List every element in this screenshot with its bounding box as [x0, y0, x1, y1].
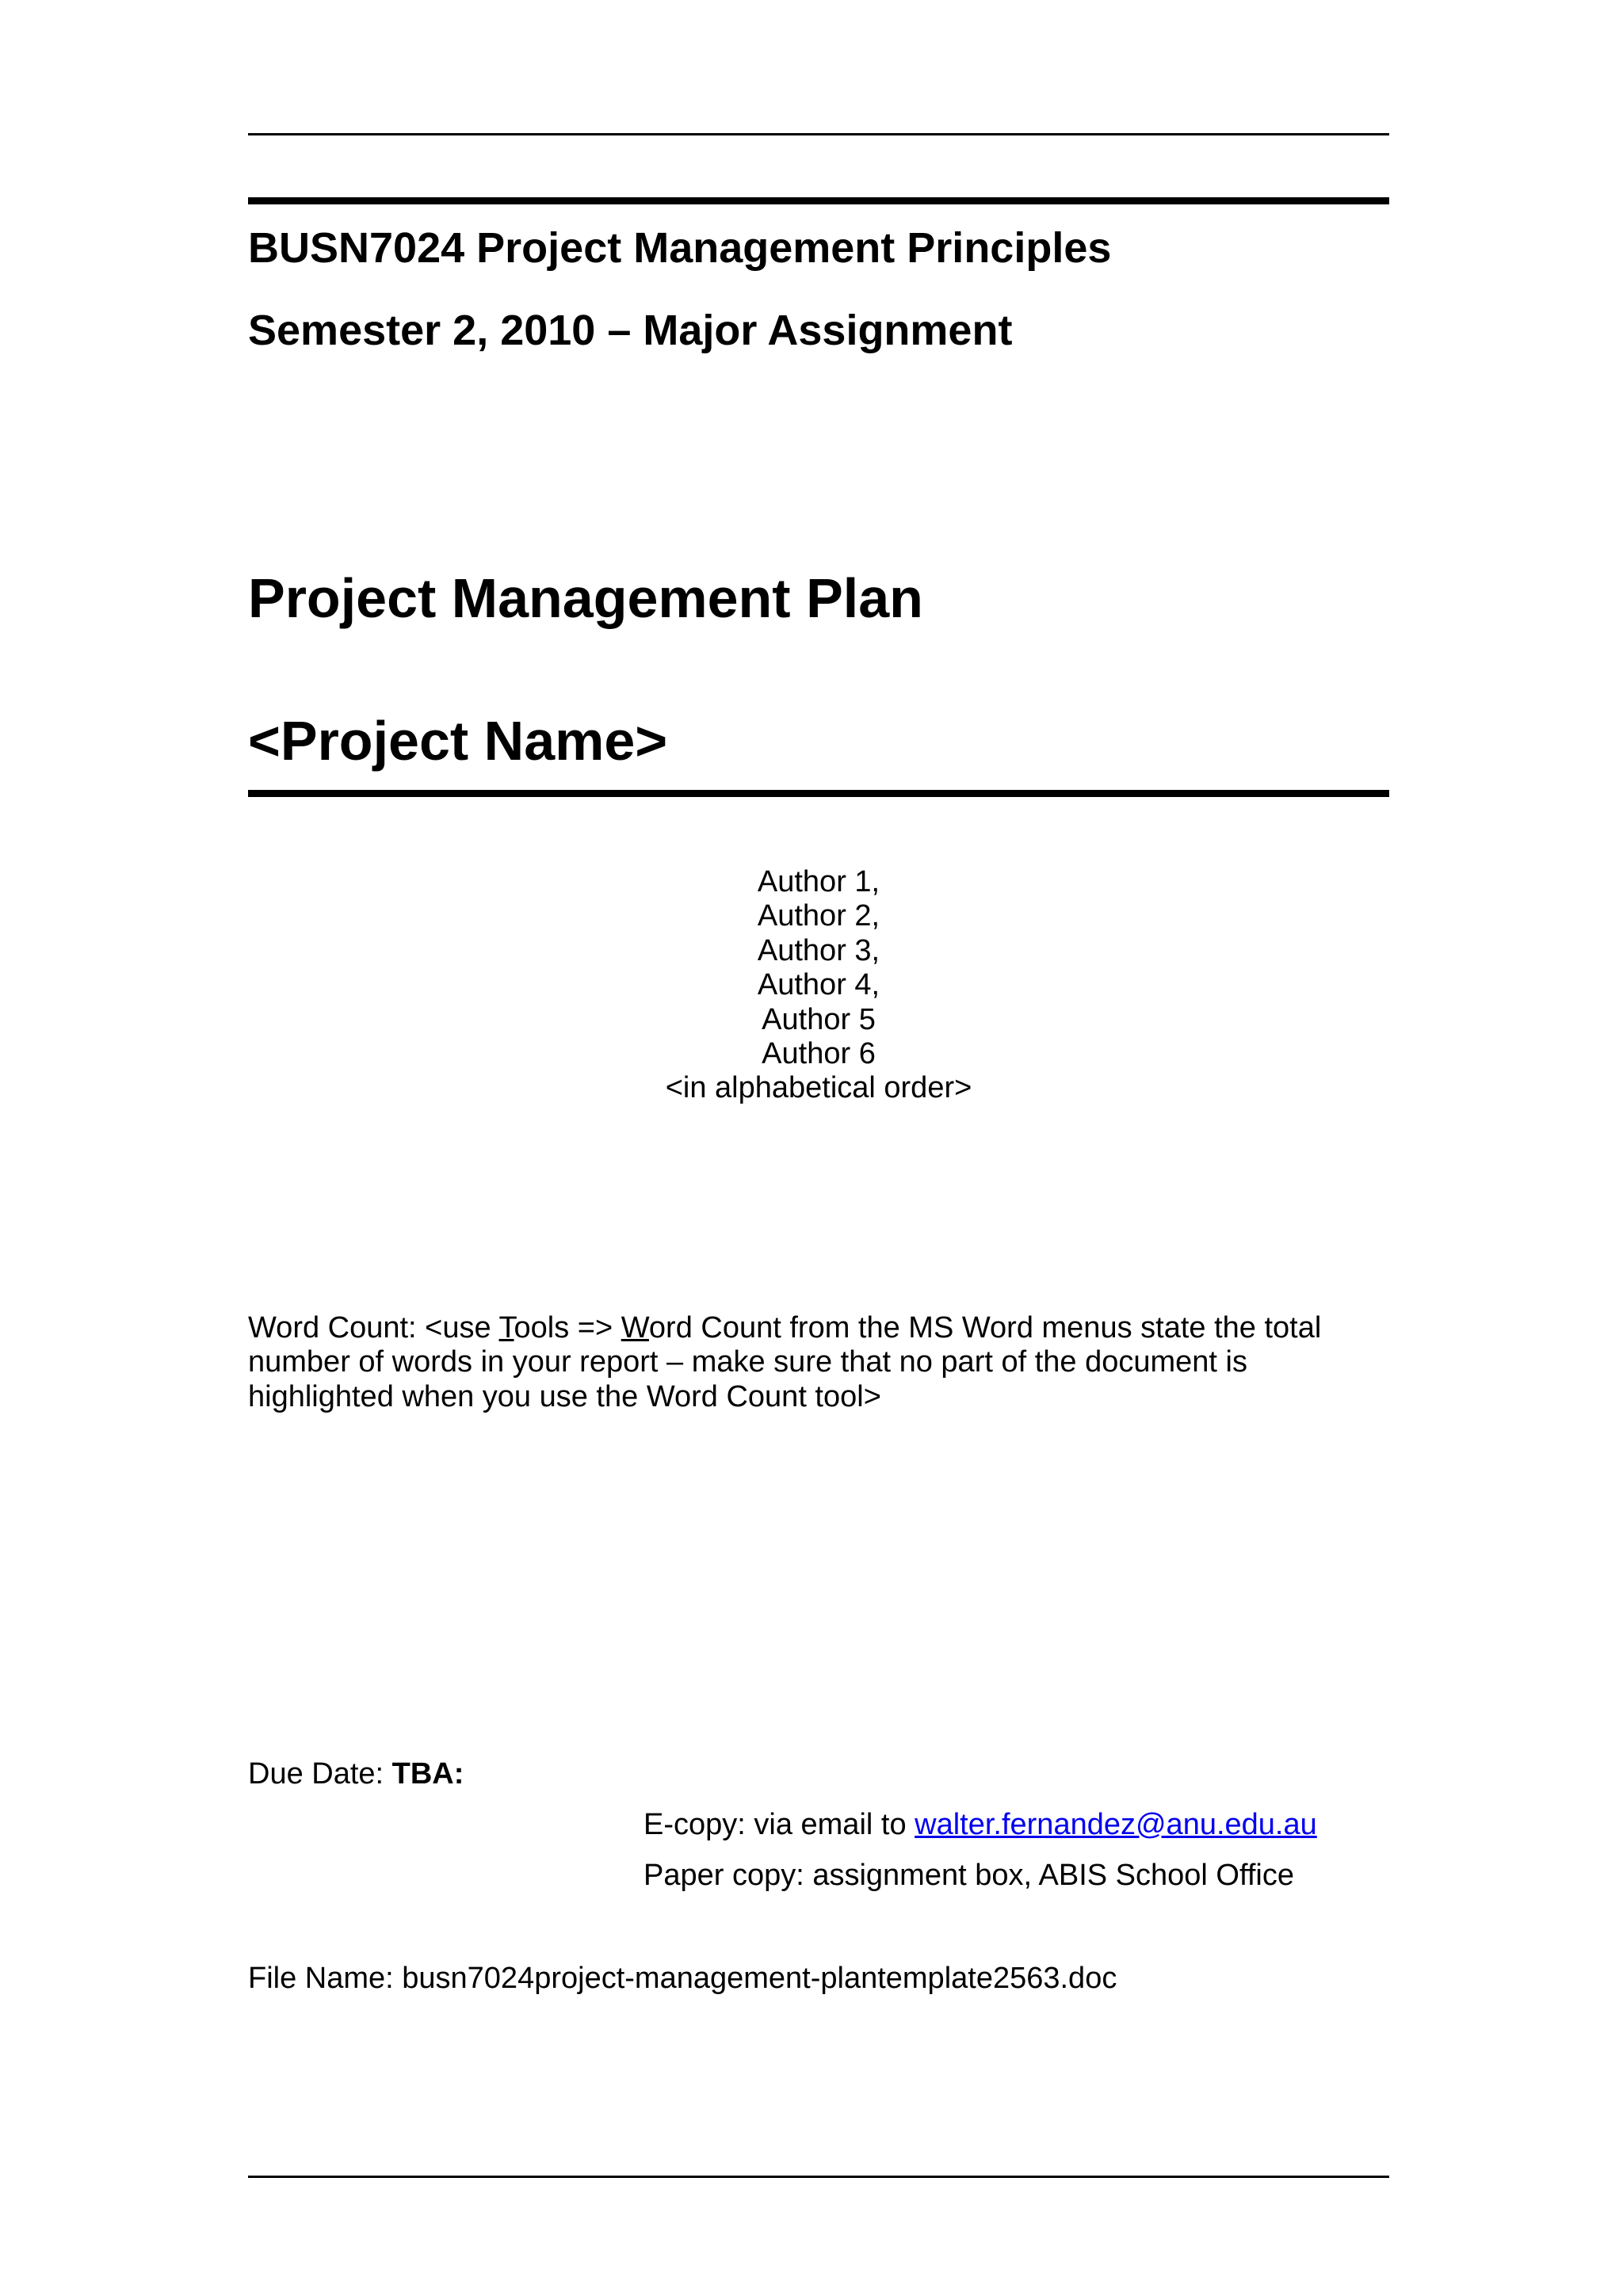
due-date: [248, 1757, 1389, 1791]
email-link[interactable]: walter.fernandez@anu.edu.au: [915, 1808, 1317, 1841]
plan-title: Project Management Plan: [248, 567, 923, 629]
word-count-text: ools =>: [514, 1311, 621, 1344]
word-accelerator: W: [621, 1311, 649, 1344]
ecopy-line: [643, 1808, 1317, 1842]
author-line: Author 1,: [757, 865, 880, 898]
due-date-value: TBA:: [391, 1757, 464, 1791]
papercopy-line: Paper copy: assignment box, ABIS School Office: [643, 1859, 1294, 1892]
word-count-text: ord Count from the MS Word menus state the total number of words in your report – make sure that no part of the document is highlighted when you use the Word Count tool>: [248, 1311, 1322, 1413]
author-list: [248, 865, 1389, 1106]
footer-rule-thin: [248, 2176, 1389, 2178]
tools-accelerator: T: [498, 1311, 514, 1344]
author-line: Author 6: [762, 1037, 876, 1071]
header-rule-thick: [248, 197, 1389, 204]
project-name-title: <Project Name>: [248, 710, 668, 772]
course-title: BUSN7024 Project Management Principles: [248, 224, 1112, 272]
author-line: Author 3,: [757, 933, 880, 967]
header-rule-thin: [248, 133, 1389, 135]
author-order-note: <in alphabetical order>: [665, 1071, 972, 1105]
file-name: File Name: busn7024project-management-plantemplate2563.doc: [248, 1962, 1117, 1995]
word-count-paragraph: [248, 1311, 1389, 1414]
title-rule-thick: [248, 790, 1389, 797]
ecopy-label: E-copy: via email to: [643, 1808, 915, 1841]
semester-title: Semester 2, 2010 – Major Assignment: [248, 307, 1013, 354]
author-line: Author 4,: [757, 968, 880, 1002]
word-count-text: Word Count: <use: [248, 1311, 499, 1344]
author-line: Author 5: [762, 1002, 876, 1036]
author-line: Author 2,: [757, 899, 880, 933]
due-date-label: Due Date:: [248, 1757, 392, 1791]
